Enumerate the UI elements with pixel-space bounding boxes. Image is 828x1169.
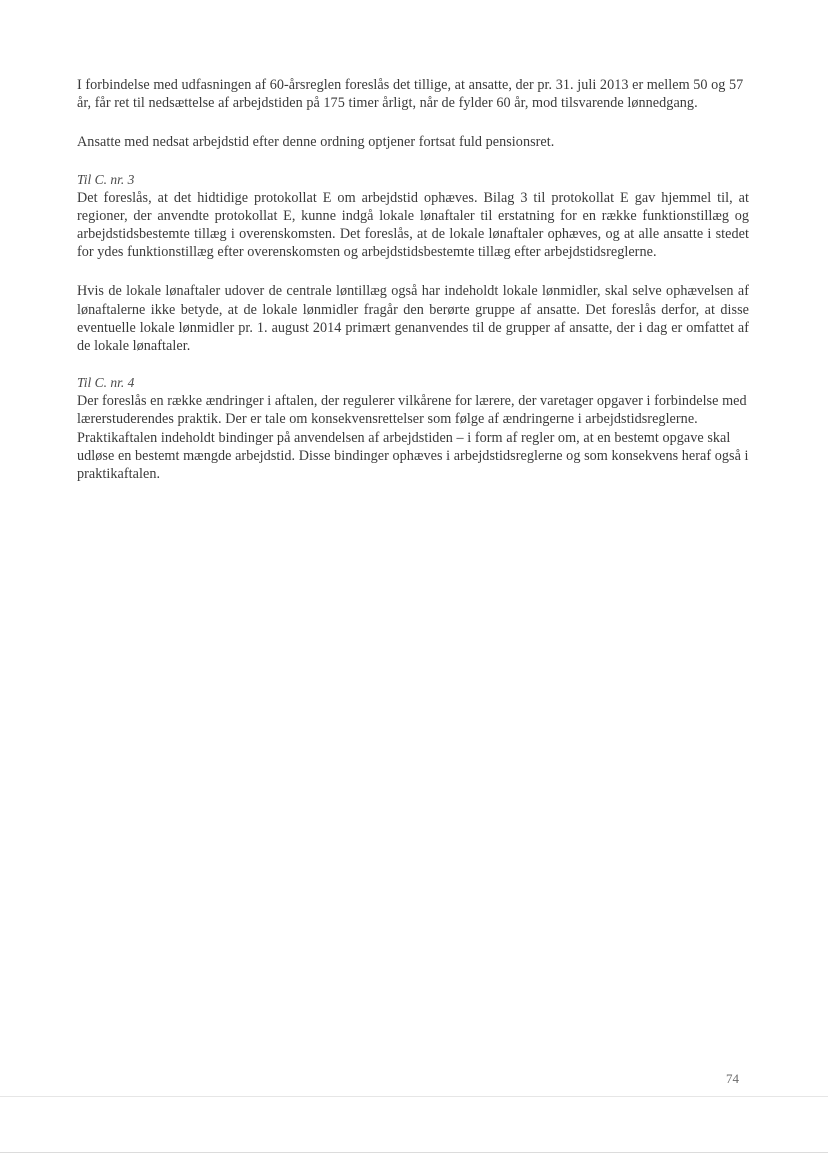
footer-divider [0,1096,828,1097]
page-bottom-edge [0,1152,828,1153]
section-heading-c4: Til C. nr. 4 [77,375,135,391]
page-content [77,76,749,503]
paragraph-c4-practice: Der foreslås en række ændringer i aftalen, der regulerer vilkårene for lærere, der varetager opgaver i forbindelse med lærerstuderendes praktik. Der er tale om konsekvensrettelser som følge af ændringerne i arbejdstidsreglerne. Praktikaftalen indeholdt bindinger på anvendelsen af arbejdstiden – i form af regler om, at en bestemt opgave skal udløse en bestemt mængde arbejdstid. Disse bindinger ophæves i arbejdstidsreglerne og som konsekvens heraf også i praktikaftalen. [77,393,749,483]
paragraph-pension: Ansatte med nedsat arbejdstid efter denne ordning optjener fortsat fuld pensionsret. [77,134,555,151]
section-heading-c3: Til C. nr. 3 [77,171,135,187]
paragraph-c3-protocol: Det foreslås, at det hidtidige protokollat E om arbejdstid ophæves. Bilag 3 til protokollat E gav hjemmel til, at regioner, der anvendte protokollat E, kunne indgå lokale lønaftaler til erstatning for en række funktionstillæg og arbejdstidsbestemte tillæg i overenskomsten. Det foreslås, at de lokale lønaftaler ophæves, og at alle ansatte i stedet for ydes funktionstillæg efter overenskomsten og arbejdstidsbestemte tillæg efter arbejdstidsreglerne. [77,189,749,261]
paragraph-age-rule: I forbindelse med udfasningen af 60-årsreglen foreslås det tillige, at ansatte, der pr. 31. juli 2013 er mellem 50 og 57 år, får ret til nedsættelse af arbejdstiden på 175 timer årligt, når de fylder 60 år, mod tilsvarende lønnedgang. [77,77,744,112]
page-number: 74 [726,1071,739,1086]
paragraph-c3-local-wages: Hvis de lokale lønaftaler udover de centrale løntillæg også har indeholdt lokale lønmidler, skal selve ophævelsen af lønaftalerne ikke betyde, at de lokale lønmidler fragår den berørte gruppe af ansatte. Det foreslås derfor, at disse eventuelle lokale lønmidler pr. 1. august 2014 primært genanvendes til de grupper af ansatte, der i dag er omfattet af de lokale lønaftaler. [77,283,749,355]
